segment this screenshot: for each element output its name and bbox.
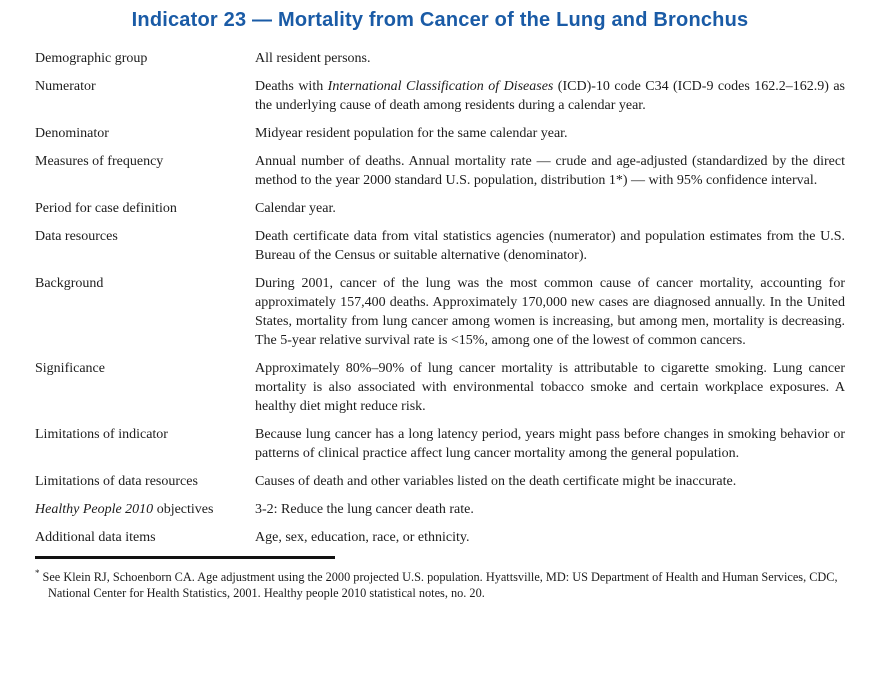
page-title: Indicator 23 — Mortality from Cancer of the Lung and Bronchus [131, 9, 749, 31]
row-healthy-people-2010-objectives [35, 500, 845, 519]
row-label: Significance [35, 361, 105, 376]
row-label: Additional data items [35, 530, 156, 545]
row-measures-of-frequency [35, 152, 845, 190]
row-value: Calendar year. [255, 201, 336, 216]
label-italic-text: Healthy People 2010 [35, 502, 154, 517]
value-text: (ICD)-10 code C34 (ICD-9 codes 162.2–162.9) as the underlying cause of death among residents during a calendar year. [255, 79, 846, 113]
row-denominator [35, 124, 845, 143]
value-text: Deaths with [255, 79, 328, 94]
row-value: Causes of death and other variables listed on the death certificate might be inaccurate. [255, 474, 737, 489]
row-value: 3-2: Reduce the lung cancer death rate. [255, 502, 474, 517]
row-label: Background [35, 276, 104, 291]
row-value [255, 77, 845, 115]
row-label: Limitations of data resources [35, 474, 198, 489]
row-label: Measures of frequency [35, 154, 164, 169]
row-numerator [35, 77, 845, 115]
row-value: Because lung cancer has a long latency period, years might pass before changes in smoking behavior or patterns of clinical practice affect lung cancer mortality among the general population. [255, 427, 845, 461]
row-period-for-case-definition [35, 199, 845, 218]
row-value: Annual number of deaths. Annual mortality rate — crude and age-adjusted (standardized by the direct method to the year 2000 standard U.S. population, distribution 1*) — with 95% confidence interval. [255, 154, 845, 188]
value-italic-text: International Classification of Diseases [327, 79, 554, 94]
indicator-definition-table [35, 49, 845, 547]
footnote-text: See Klein RJ, Schoenborn CA. Age adjustment using the 2000 projected U.S. population. Hyattsville, MD: US Department of Health and Human Services, CDC, National Center for Health Statistics, 2001. Healthy people 2010 statistical notes, no. 20. [42, 570, 838, 601]
row-label: Period for case definition [35, 201, 177, 216]
row-value: During 2001, cancer of the lung was the most common cause of cancer mortality, accounting for approximately 157,400 deaths. Approximately 170,000 new cases are diagnosed annually. In the United States, mortality from lung cancer among women is increasing, but among men, mortality is decreasing. The 5-year relative survival rate is <15%, among one of the lowest of common cancers. [255, 276, 845, 348]
footnote [35, 565, 845, 601]
row-demographic-group [35, 49, 845, 68]
row-data-resources [35, 227, 845, 265]
row-label [35, 500, 255, 519]
row-label: Numerator [35, 79, 96, 94]
row-limitations-of-data-resources [35, 472, 845, 491]
row-value: Age, sex, education, race, or ethnicity. [255, 530, 470, 545]
row-value: Death certificate data from vital statistics agencies (numerator) and population estimates from the U.S. Bureau of the Census or suitable alternative (denominator). [255, 229, 845, 263]
row-value: Approximately 80%–90% of lung cancer mortality is attributable to cigarette smoking. Lung cancer mortality is also associated with environmental tobacco smoke and certain workplace exposures. A healthy diet might reduce risk. [255, 361, 845, 414]
row-additional-data-items [35, 528, 845, 547]
row-value: All resident persons. [255, 51, 371, 66]
footnote-divider-rule [35, 556, 335, 559]
footnote-marker: * [35, 568, 40, 578]
row-label: Limitations of indicator [35, 427, 168, 442]
row-label: Denominator [35, 126, 109, 141]
row-limitations-of-indicator [35, 425, 845, 463]
row-label: Demographic group [35, 51, 148, 66]
row-significance [35, 359, 845, 416]
label-text: objectives [153, 502, 214, 517]
row-label: Data resources [35, 229, 118, 244]
row-background [35, 274, 845, 350]
row-value: Midyear resident population for the same calendar year. [255, 126, 568, 141]
